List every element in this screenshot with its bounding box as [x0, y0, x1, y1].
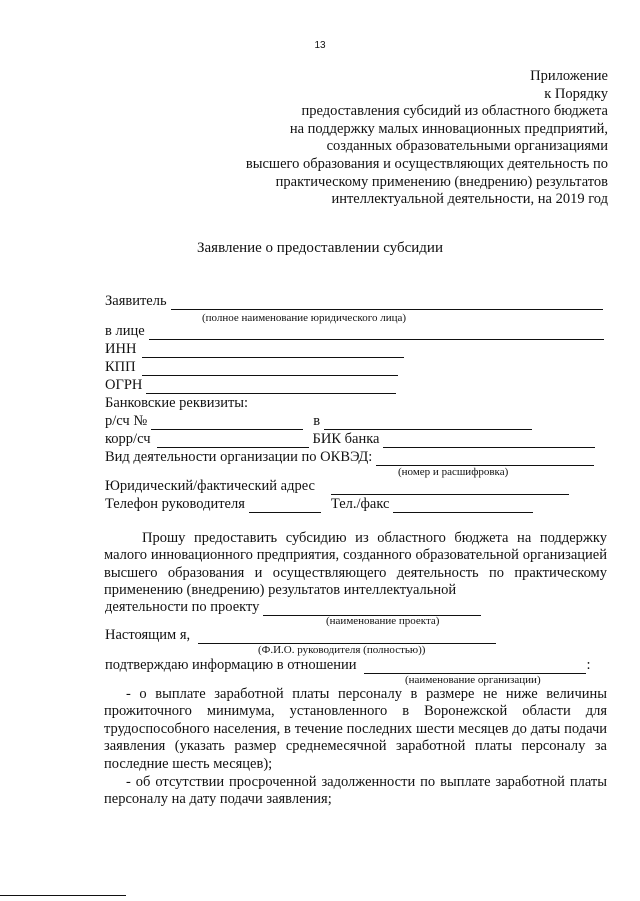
- account-label: р/сч №: [105, 413, 148, 429]
- appendix-line: Приложение: [530, 68, 608, 84]
- appendix-header: [188, 68, 608, 209]
- applicant-field[interactable]: [171, 296, 603, 310]
- bik-label: БИК банка: [312, 431, 380, 447]
- activity-hint: (номер и расшифровка): [398, 466, 509, 478]
- request-tail: деятельности по проекту: [105, 599, 260, 615]
- bik-field[interactable]: [383, 434, 595, 448]
- director-hint: (Ф.И.О. руководителя (полностью)): [258, 644, 426, 656]
- footnote-divider: [0, 895, 126, 896]
- activity-field[interactable]: [376, 452, 594, 466]
- corr-account-row: [105, 430, 595, 448]
- corr-account-field[interactable]: [157, 434, 309, 448]
- account-row: [105, 412, 532, 430]
- applicant-hint: (полное наименование юридического лица): [202, 312, 407, 324]
- represented-row: [105, 322, 604, 340]
- activity-label: Вид деятельности организации по ОКВЭД:: [105, 449, 373, 465]
- inn-row: [105, 340, 404, 358]
- appendix-line: на поддержку малых инновационных предприятий,: [289, 120, 608, 137]
- appendix-line: практическому применению (внедрению) результатов: [275, 173, 608, 190]
- page-number: 13: [314, 40, 326, 51]
- hereby-label: Настоящим я,: [105, 627, 191, 643]
- item-wages: [104, 686, 607, 773]
- request-paragraph: [104, 530, 607, 600]
- fax-label: Тел./факс: [330, 496, 390, 512]
- inn-field[interactable]: [142, 344, 404, 358]
- account-field[interactable]: [151, 416, 303, 430]
- ogrn-field[interactable]: [146, 380, 396, 394]
- confirm-label: подтверждаю информацию в отношении: [105, 657, 357, 673]
- kpp-label: КПП: [105, 359, 136, 375]
- corr-account-label: корр/сч: [105, 431, 151, 447]
- document-title: Заявление о предоставлении субсидии: [197, 240, 443, 256]
- in-label: в: [313, 413, 321, 429]
- activity-row: [105, 448, 594, 466]
- bank-details-row: [105, 394, 248, 412]
- project-hint: (наименование проекта): [326, 615, 440, 627]
- phone-field[interactable]: [249, 499, 321, 513]
- appendix-line: к Порядку: [544, 85, 608, 102]
- item-no-debt-text: - об отсутствии просроченной задолженности по выплате заработной платы персоналу на дату подачи заявления;: [104, 774, 607, 808]
- appendix-line: созданных образовательными организациями: [326, 138, 608, 155]
- project-row: [105, 598, 481, 616]
- phone-label: Телефон руководителя: [105, 496, 245, 512]
- bank-details-label: Банковские реквизиты:: [105, 395, 249, 411]
- applicant-row: [105, 292, 603, 310]
- fax-field[interactable]: [393, 499, 533, 513]
- represented-label: в лице: [105, 323, 145, 339]
- inn-label: ИНН: [105, 341, 137, 357]
- address-field[interactable]: [331, 481, 569, 495]
- represented-field[interactable]: [149, 326, 604, 340]
- confirm-row: [105, 656, 591, 674]
- director-field[interactable]: [198, 630, 496, 644]
- bank-name-field[interactable]: [324, 416, 532, 430]
- item-wages-text: - о выплате заработной платы персоналу в размере не ниже величины прожиточного минимума, установленного в Воронежской области для трудоспособного населения, в течение последних шести месяцев до даты подачи заявления (указать размер среднемесячной заработной платы персоналу за последние шесть месяцев);: [104, 686, 607, 772]
- appendix-line: предоставления субсидий из областного бюджета: [301, 103, 608, 120]
- organization-hint: (наименование организации): [405, 674, 541, 686]
- hereby-row: [105, 626, 496, 644]
- address-label: Юридический/фактический адрес: [105, 478, 315, 494]
- ogrn-label: ОГРН: [105, 377, 143, 393]
- organization-field[interactable]: [364, 660, 586, 674]
- item-no-debt: [104, 774, 607, 809]
- applicant-label: Заявитель: [105, 293, 167, 309]
- request-text: Прошу предоставить субсидию из областного бюджета на поддержку малого инновационного предприятия, созданного образовательной организацией высшего образования и осуществляющего деятельность по практическому применению (внедрению) результатов интеллектуальной: [104, 530, 607, 599]
- confirm-colon: :: [586, 657, 591, 673]
- appendix-line: высшего образования и осуществляющих деятельность по: [245, 155, 608, 172]
- kpp-row: [105, 358, 398, 376]
- phone-row: [105, 495, 533, 513]
- kpp-field[interactable]: [142, 362, 398, 376]
- ogrn-row: [105, 376, 396, 394]
- address-row: [105, 477, 569, 495]
- appendix-line: интеллектуальной деятельности, на 2019 год: [331, 191, 608, 208]
- project-field[interactable]: [263, 602, 481, 616]
